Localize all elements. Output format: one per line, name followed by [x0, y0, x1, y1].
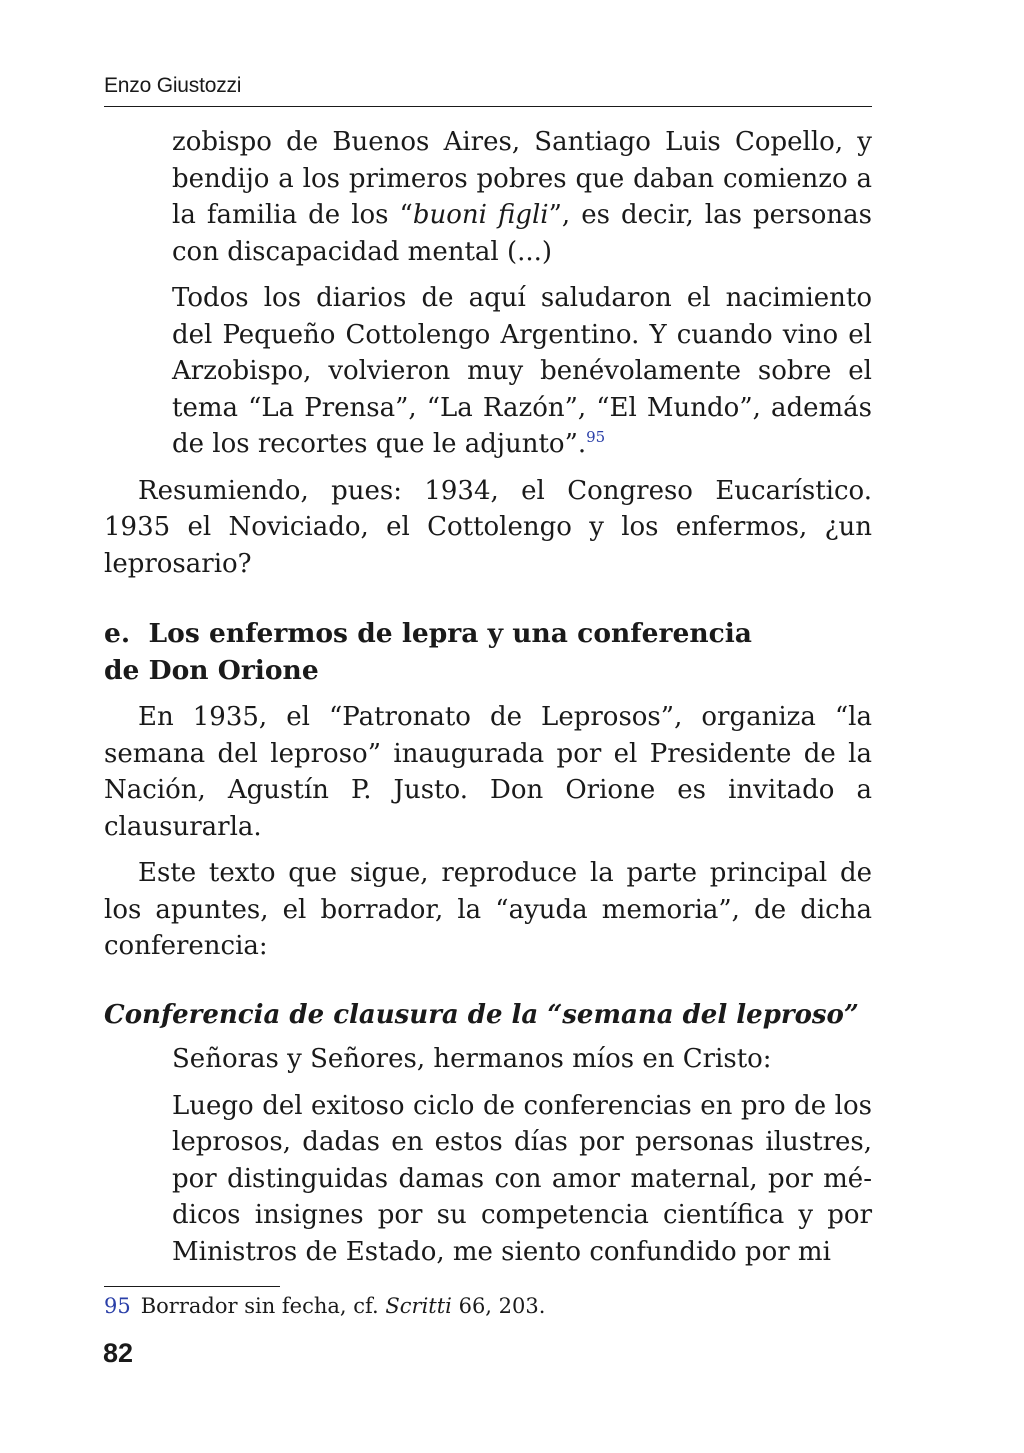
section-e-paragraph-1: En 1935, el “Patronato de Leprosos”, organiza “la semana del leproso” inaugurada por el Presidente de la Nación, Agustín P. Justo. Don Orione es invitado a clausurarla. [104, 702, 872, 842]
quote-paragraph-1-italic: buoni figli [412, 200, 549, 230]
footnote-ref-95[interactable]: 95 [586, 428, 606, 446]
footnote-95 [104, 1292, 545, 1320]
quote-block [104, 124, 872, 463]
quote-paragraph-1 [104, 124, 872, 270]
header-rule [104, 106, 872, 107]
quote-paragraph-2-text: Todos los diarios de aquí saludaron el nacimiento del Pequeño Cottolengo Argentino. Y cuando vino el Arzobispo, volvieron muy benévolamente sobre el tema “La Prensa”, “La Razón”, “El Mundo”, además de los recortes que le adjunto”. [172, 283, 872, 459]
summary-paragraph: Resumiendo, pues: 1934, el Congreso Eucarístico. 1935 el Noviciado, el Cottolengo y los enfermos, ¿un leprosario? [104, 475, 872, 579]
section-e-paragraph-2: Este texto que sigue, reproduce la parte principal de los apuntes, el borrador, la “ayuda memoria”, de dicha conferencia: [104, 858, 872, 961]
quote-paragraph-1-text-a: zobispo de Buenos Aires, Santiago Luis Copello, y bendijo a los primeros pobres que daban comienzo a la familia de los “ [172, 127, 872, 230]
conference-paragraph-1: Luego del exitoso ciclo de conferencias en pro de los leprosos, dadas en estos días por personas ilustres, por distinguidas damas con amor maternal, por médicos insignes por su competencia científica y por Ministros de Estado, me siento confundido por mi [172, 1090, 872, 1267]
page-number: 82 [103, 1338, 134, 1368]
conference-quote-block [104, 1041, 872, 1270]
footnote-number: 95 [104, 1294, 131, 1318]
quote-paragraph-1-text-b: ”, es decir, las personas con discapacidad mental (...) [172, 200, 873, 267]
running-head-author: Enzo Giustozzi [104, 74, 242, 97]
body-text [104, 124, 872, 1280]
conference-greeting: Señoras y Señores, hermanos míos en Cristo: [172, 1044, 772, 1074]
section-heading-e [104, 616, 872, 689]
footnote-text-b: 66, 203. [451, 1294, 546, 1318]
section-heading-line-1: e. Los enfermos de lepra y una conferencia [104, 618, 752, 649]
quote-paragraph-2 [104, 280, 872, 463]
footnote-text-italic: Scritti [385, 1294, 452, 1318]
section-heading-line-2: de Don Orione [104, 654, 319, 686]
conference-title: Conferencia de clausura de la “semana del leproso” [104, 999, 859, 1030]
footnote-rule [104, 1286, 280, 1287]
footnote-text-a: Borrador sin fecha, cf. [140, 1294, 386, 1318]
